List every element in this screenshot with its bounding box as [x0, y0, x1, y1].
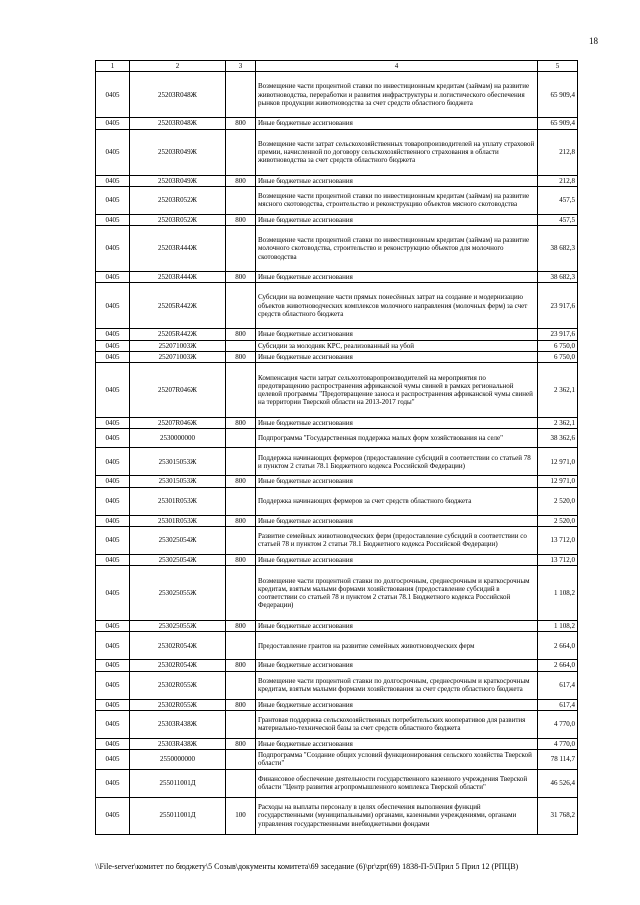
expense-group-cell: [226, 186, 256, 214]
expense-group-cell: [226, 487, 256, 515]
expense-group-cell: 800: [226, 329, 256, 340]
table-row: [96, 738, 578, 749]
section-code-cell: 0405: [96, 476, 130, 487]
header-cell-group: 3: [226, 61, 256, 72]
item-name-cell: Иные бюджетные ассигнования: [256, 351, 538, 362]
section-code-cell: 0405: [96, 750, 130, 770]
table-row: [96, 175, 578, 186]
classification-code-cell: 252071003Ж: [130, 340, 226, 351]
table-row: [96, 769, 578, 797]
expense-group-cell: [226, 72, 256, 118]
classification-code-cell: 25207R046Ж: [130, 363, 226, 418]
item-name-cell: Иные бюджетные ассигнования: [256, 175, 538, 186]
expense-group-cell: 800: [226, 738, 256, 749]
amount-cell: 2 664,0: [538, 660, 578, 671]
expense-group-cell: 800: [226, 118, 256, 129]
section-code-cell: 0405: [96, 566, 130, 621]
expense-group-cell: 800: [226, 418, 256, 429]
item-name-cell: Подпрограмма "Государственная поддержка малых форм хозяйствования на селе": [256, 429, 538, 448]
section-code-cell: 0405: [96, 72, 130, 118]
item-name-cell: Иные бюджетные ассигнования: [256, 118, 538, 129]
page-number: 18: [589, 36, 598, 46]
amount-cell: 617,4: [538, 699, 578, 710]
table-row: [96, 429, 578, 448]
expense-group-cell: [226, 710, 256, 738]
classification-code-cell: 25203R444Ж: [130, 226, 226, 272]
table-row: [96, 418, 578, 429]
expense-group-cell: [226, 129, 256, 175]
amount-cell: 1 108,2: [538, 621, 578, 632]
expense-group-cell: [226, 363, 256, 418]
section-code-cell: 0405: [96, 632, 130, 660]
amount-cell: 2 362,1: [538, 363, 578, 418]
expense-group-cell: 800: [226, 660, 256, 671]
amount-cell: 4 770,0: [538, 738, 578, 749]
section-code-cell: 0405: [96, 554, 130, 565]
item-name-cell: Расходы на выплаты персоналу в целях обеспечения выполнения функций государственными (муниципальными) органами, казенными учреждениями, органами управления государственными внебюджетными фондами: [256, 797, 538, 834]
item-name-cell: Подпрограмма "Создание общих условий функционирования сельского хозяйства Тверской области": [256, 750, 538, 770]
classification-code-cell: 25203R049Ж: [130, 129, 226, 175]
classification-code-cell: 25203R048Ж: [130, 72, 226, 118]
amount-cell: 38 682,3: [538, 272, 578, 283]
classification-code-cell: 25301R053Ж: [130, 487, 226, 515]
section-code-cell: 0405: [96, 340, 130, 351]
section-code-cell: 0405: [96, 526, 130, 554]
table-row: [96, 118, 578, 129]
amount-cell: 4 770,0: [538, 710, 578, 738]
section-code-cell: 0405: [96, 660, 130, 671]
item-name-cell: Иные бюджетные ассигнования: [256, 476, 538, 487]
amount-cell: 78 114,7: [538, 750, 578, 770]
item-name-cell: Иные бюджетные ассигнования: [256, 272, 538, 283]
section-code-cell: 0405: [96, 487, 130, 515]
item-name-cell: Поддержка начинающих фермеров (предоставление субсидий в соответствии со статьей 78 и пунктом 2 статьи 78.1 Бюджетного кодекса Российской Федерации): [256, 448, 538, 476]
item-name-cell: Возмещение части процентной ставки по инвестиционным кредитам (займам) на развитие молочного скотоводства, строительство и реконструкцию объектов для молочного скотоводства: [256, 226, 538, 272]
table-row: [96, 448, 578, 476]
table-row: [96, 797, 578, 834]
amount-cell: 457,5: [538, 186, 578, 214]
amount-cell: 23 917,6: [538, 283, 578, 329]
item-name-cell: Развитие семейных животноводческих ферм (предоставление субсидий в соответствии со статьей 78 и пунктом 2 статьи 78.1 Бюджетного кодекса Российской Федерации): [256, 526, 538, 554]
amount-cell: 1 108,2: [538, 566, 578, 621]
table-row: [96, 526, 578, 554]
item-name-cell: Компенсация части затрат сельхозтоваропроизводителей на мероприятия по предотвращению распространения африканской чумы свиней в рамках региональной целевой программы "Предотвращение заноса и распространения африканской чумы свиней на территории Тверской области на 2013-2017 годы": [256, 363, 538, 418]
table-row: [96, 186, 578, 214]
amount-cell: 38 682,3: [538, 226, 578, 272]
header-cell-section: 1: [96, 61, 130, 72]
table-row: [96, 226, 578, 272]
classification-code-cell: 25302R055Ж: [130, 699, 226, 710]
expense-group-cell: [226, 671, 256, 699]
amount-cell: 38 362,6: [538, 429, 578, 448]
table-row: [96, 214, 578, 225]
classification-code-cell: 25203R052Ж: [130, 214, 226, 225]
section-code-cell: 0405: [96, 214, 130, 225]
item-name-cell: Возмещение части процентной ставки по долгосрочным, среднесрочным и краткосрочным кредитам, взятым малыми формами хозяйствования за счет средств областного бюджета: [256, 671, 538, 699]
item-name-cell: Субсидии на возмещение части прямых понесённых затрат на создание и модернизацию объектов животноводческих комплексов молочного направления (молочных ферм) за счет средств областного бюджета: [256, 283, 538, 329]
expense-group-cell: [226, 226, 256, 272]
expense-group-cell: 800: [226, 175, 256, 186]
header-cell-class: 2: [130, 61, 226, 72]
table-row: [96, 72, 578, 118]
classification-code-cell: 25302R054Ж: [130, 660, 226, 671]
table-row: [96, 340, 578, 351]
classification-code-cell: 25203R444Ж: [130, 272, 226, 283]
amount-cell: 457,5: [538, 214, 578, 225]
item-name-cell: Иные бюджетные ассигнования: [256, 418, 538, 429]
classification-code-cell: 25207R046Ж: [130, 418, 226, 429]
expense-group-cell: [226, 429, 256, 448]
classification-code-cell: 253025055Ж: [130, 621, 226, 632]
classification-code-cell: 25203R049Ж: [130, 175, 226, 186]
table-row: [96, 671, 578, 699]
table-row: [96, 351, 578, 362]
expense-group-cell: 800: [226, 272, 256, 283]
amount-cell: 65 909,4: [538, 72, 578, 118]
item-name-cell: Иные бюджетные ассигнования: [256, 329, 538, 340]
section-code-cell: 0405: [96, 710, 130, 738]
expense-group-cell: [226, 632, 256, 660]
expense-group-cell: [226, 448, 256, 476]
expense-group-cell: 800: [226, 515, 256, 526]
section-code-cell: 0405: [96, 226, 130, 272]
amount-cell: 2 520,0: [538, 515, 578, 526]
amount-cell: 2 664,0: [538, 632, 578, 660]
classification-code-cell: 25302R055Ж: [130, 671, 226, 699]
classification-code-cell: 255011001Д: [130, 797, 226, 834]
item-name-cell: Иные бюджетные ассигнования: [256, 621, 538, 632]
amount-cell: 65 909,4: [538, 118, 578, 129]
amount-cell: 12 971,0: [538, 476, 578, 487]
item-name-cell: Предоставление грантов на развитие семейных животноводческих ферм: [256, 632, 538, 660]
classification-code-cell: 253025054Ж: [130, 554, 226, 565]
classification-code-cell: 2550000000: [130, 750, 226, 770]
classification-code-cell: 252071003Ж: [130, 351, 226, 362]
amount-cell: 31 768,2: [538, 797, 578, 834]
table-row: [96, 699, 578, 710]
table-row: [96, 329, 578, 340]
classification-code-cell: 25302R054Ж: [130, 632, 226, 660]
item-name-cell: Иные бюджетные ассигнования: [256, 699, 538, 710]
amount-cell: 617,4: [538, 671, 578, 699]
expense-group-cell: [226, 566, 256, 621]
classification-code-cell: 25203R052Ж: [130, 186, 226, 214]
section-code-cell: 0405: [96, 363, 130, 418]
classification-code-cell: 25303R438Ж: [130, 738, 226, 749]
section-code-cell: 0405: [96, 448, 130, 476]
section-code-cell: 0405: [96, 351, 130, 362]
classification-code-cell: 253025055Ж: [130, 566, 226, 621]
classification-code-cell: 25303R438Ж: [130, 710, 226, 738]
amount-cell: 46 526,4: [538, 769, 578, 797]
expense-group-cell: 800: [226, 554, 256, 565]
section-code-cell: 0405: [96, 621, 130, 632]
section-code-cell: 0405: [96, 329, 130, 340]
expense-group-cell: 800: [226, 699, 256, 710]
section-code-cell: 0405: [96, 699, 130, 710]
budget-table: [95, 60, 578, 835]
table-row: [96, 632, 578, 660]
table-row: [96, 750, 578, 770]
expense-group-cell: [226, 750, 256, 770]
section-code-cell: 0405: [96, 283, 130, 329]
item-name-cell: Финансовое обеспечение деятельности государственного казенного учреждения Тверской области "Центр развития агропромышленного комплекса Тверской области": [256, 769, 538, 797]
section-code-cell: 0405: [96, 272, 130, 283]
section-code-cell: 0405: [96, 429, 130, 448]
table-row: [96, 621, 578, 632]
classification-code-cell: 25301R053Ж: [130, 515, 226, 526]
section-code-cell: 0405: [96, 797, 130, 834]
header-cell-name: 4: [256, 61, 538, 72]
expense-group-cell: [226, 769, 256, 797]
section-code-cell: 0405: [96, 769, 130, 797]
item-name-cell: Возмещение части процентной ставки по долгосрочным, среднесрочным и краткосрочным кредитам, взятым малыми формами хозяйствования (предоставление субсидий в соответствии со статьей 78 и пунктом 2 статьи 78.1 Бюджетного кодекса Российской Федерации): [256, 566, 538, 621]
expense-group-cell: 800: [226, 621, 256, 632]
table-row: [96, 566, 578, 621]
amount-cell: 6 750,0: [538, 351, 578, 362]
section-code-cell: 0405: [96, 515, 130, 526]
table-header-row: [96, 61, 578, 72]
table-row: [96, 363, 578, 418]
section-code-cell: 0405: [96, 738, 130, 749]
amount-cell: 2 520,0: [538, 487, 578, 515]
section-code-cell: 0405: [96, 175, 130, 186]
expense-group-cell: [226, 526, 256, 554]
table-row: [96, 272, 578, 283]
section-code-cell: 0405: [96, 129, 130, 175]
item-name-cell: Иные бюджетные ассигнования: [256, 554, 538, 565]
classification-code-cell: 253025054Ж: [130, 526, 226, 554]
amount-cell: 23 917,6: [538, 329, 578, 340]
expense-group-cell: [226, 283, 256, 329]
section-code-cell: 0405: [96, 186, 130, 214]
table-row: [96, 515, 578, 526]
classification-code-cell: 2530000000: [130, 429, 226, 448]
section-code-cell: 0405: [96, 671, 130, 699]
classification-code-cell: 25203R048Ж: [130, 118, 226, 129]
file-path-footer: \\File-server\комитет по бюджету\5 Созыв\документы комитета\69 заседание (6)\pr\zpr(69) 1838-П-5\Прил 5 Прил 12 (РПЦВ): [95, 862, 519, 871]
item-name-cell: Иные бюджетные ассигнования: [256, 660, 538, 671]
amount-cell: 212,8: [538, 175, 578, 186]
table-row: [96, 283, 578, 329]
item-name-cell: Возмещение части процентной ставки по инвестиционным кредитам (займам) на развитие мясного скотоводства, строительство и реконструкцию объектов мясного скотоводства: [256, 186, 538, 214]
table-row: [96, 129, 578, 175]
item-name-cell: Иные бюджетные ассигнования: [256, 214, 538, 225]
expense-group-cell: 800: [226, 351, 256, 362]
table-row: [96, 487, 578, 515]
section-code-cell: 0405: [96, 418, 130, 429]
classification-code-cell: 255011001Д: [130, 769, 226, 797]
classification-code-cell: 253015053Ж: [130, 476, 226, 487]
amount-cell: 13 712,0: [538, 554, 578, 565]
amount-cell: 13 712,0: [538, 526, 578, 554]
expense-group-cell: 800: [226, 476, 256, 487]
item-name-cell: Возмещение части затрат сельскохозяйственных товаропроизводителей на уплату страховой премии, начисленной по договору сельскохозяйственного страхования в области животноводства за счет средств областного бюджета: [256, 129, 538, 175]
table-row: [96, 476, 578, 487]
item-name-cell: Иные бюджетные ассигнования: [256, 738, 538, 749]
item-name-cell: Грантовая поддержка сельскохозяйственных потребительских кооперативов для развития материально-технической базы за счет средств областного бюджета: [256, 710, 538, 738]
item-name-cell: Возмещение части процентной ставки по инвестиционным кредитам (займам) на развитие животноводства, переработки и развития инфраструктуры и логистического обеспечения рынков продукции животноводства за счет средств областного бюджета: [256, 72, 538, 118]
table-row: [96, 554, 578, 565]
table-row: [96, 660, 578, 671]
section-code-cell: 0405: [96, 118, 130, 129]
classification-code-cell: 253015053Ж: [130, 448, 226, 476]
header-cell-amount: 5: [538, 61, 578, 72]
item-name-cell: Иные бюджетные ассигнования: [256, 515, 538, 526]
amount-cell: 212,8: [538, 129, 578, 175]
amount-cell: 12 971,0: [538, 448, 578, 476]
expense-group-cell: 100: [226, 797, 256, 834]
expense-group-cell: [226, 340, 256, 351]
item-name-cell: Субсидии за молодняк КРС, реализованный на убой: [256, 340, 538, 351]
amount-cell: 2 362,1: [538, 418, 578, 429]
classification-code-cell: 25205R442Ж: [130, 329, 226, 340]
item-name-cell: Поддержка начинающих фермеров за счет средств областного бюджета: [256, 487, 538, 515]
expense-group-cell: 800: [226, 214, 256, 225]
table-row: [96, 710, 578, 738]
amount-cell: 6 750,0: [538, 340, 578, 351]
classification-code-cell: 25205R442Ж: [130, 283, 226, 329]
